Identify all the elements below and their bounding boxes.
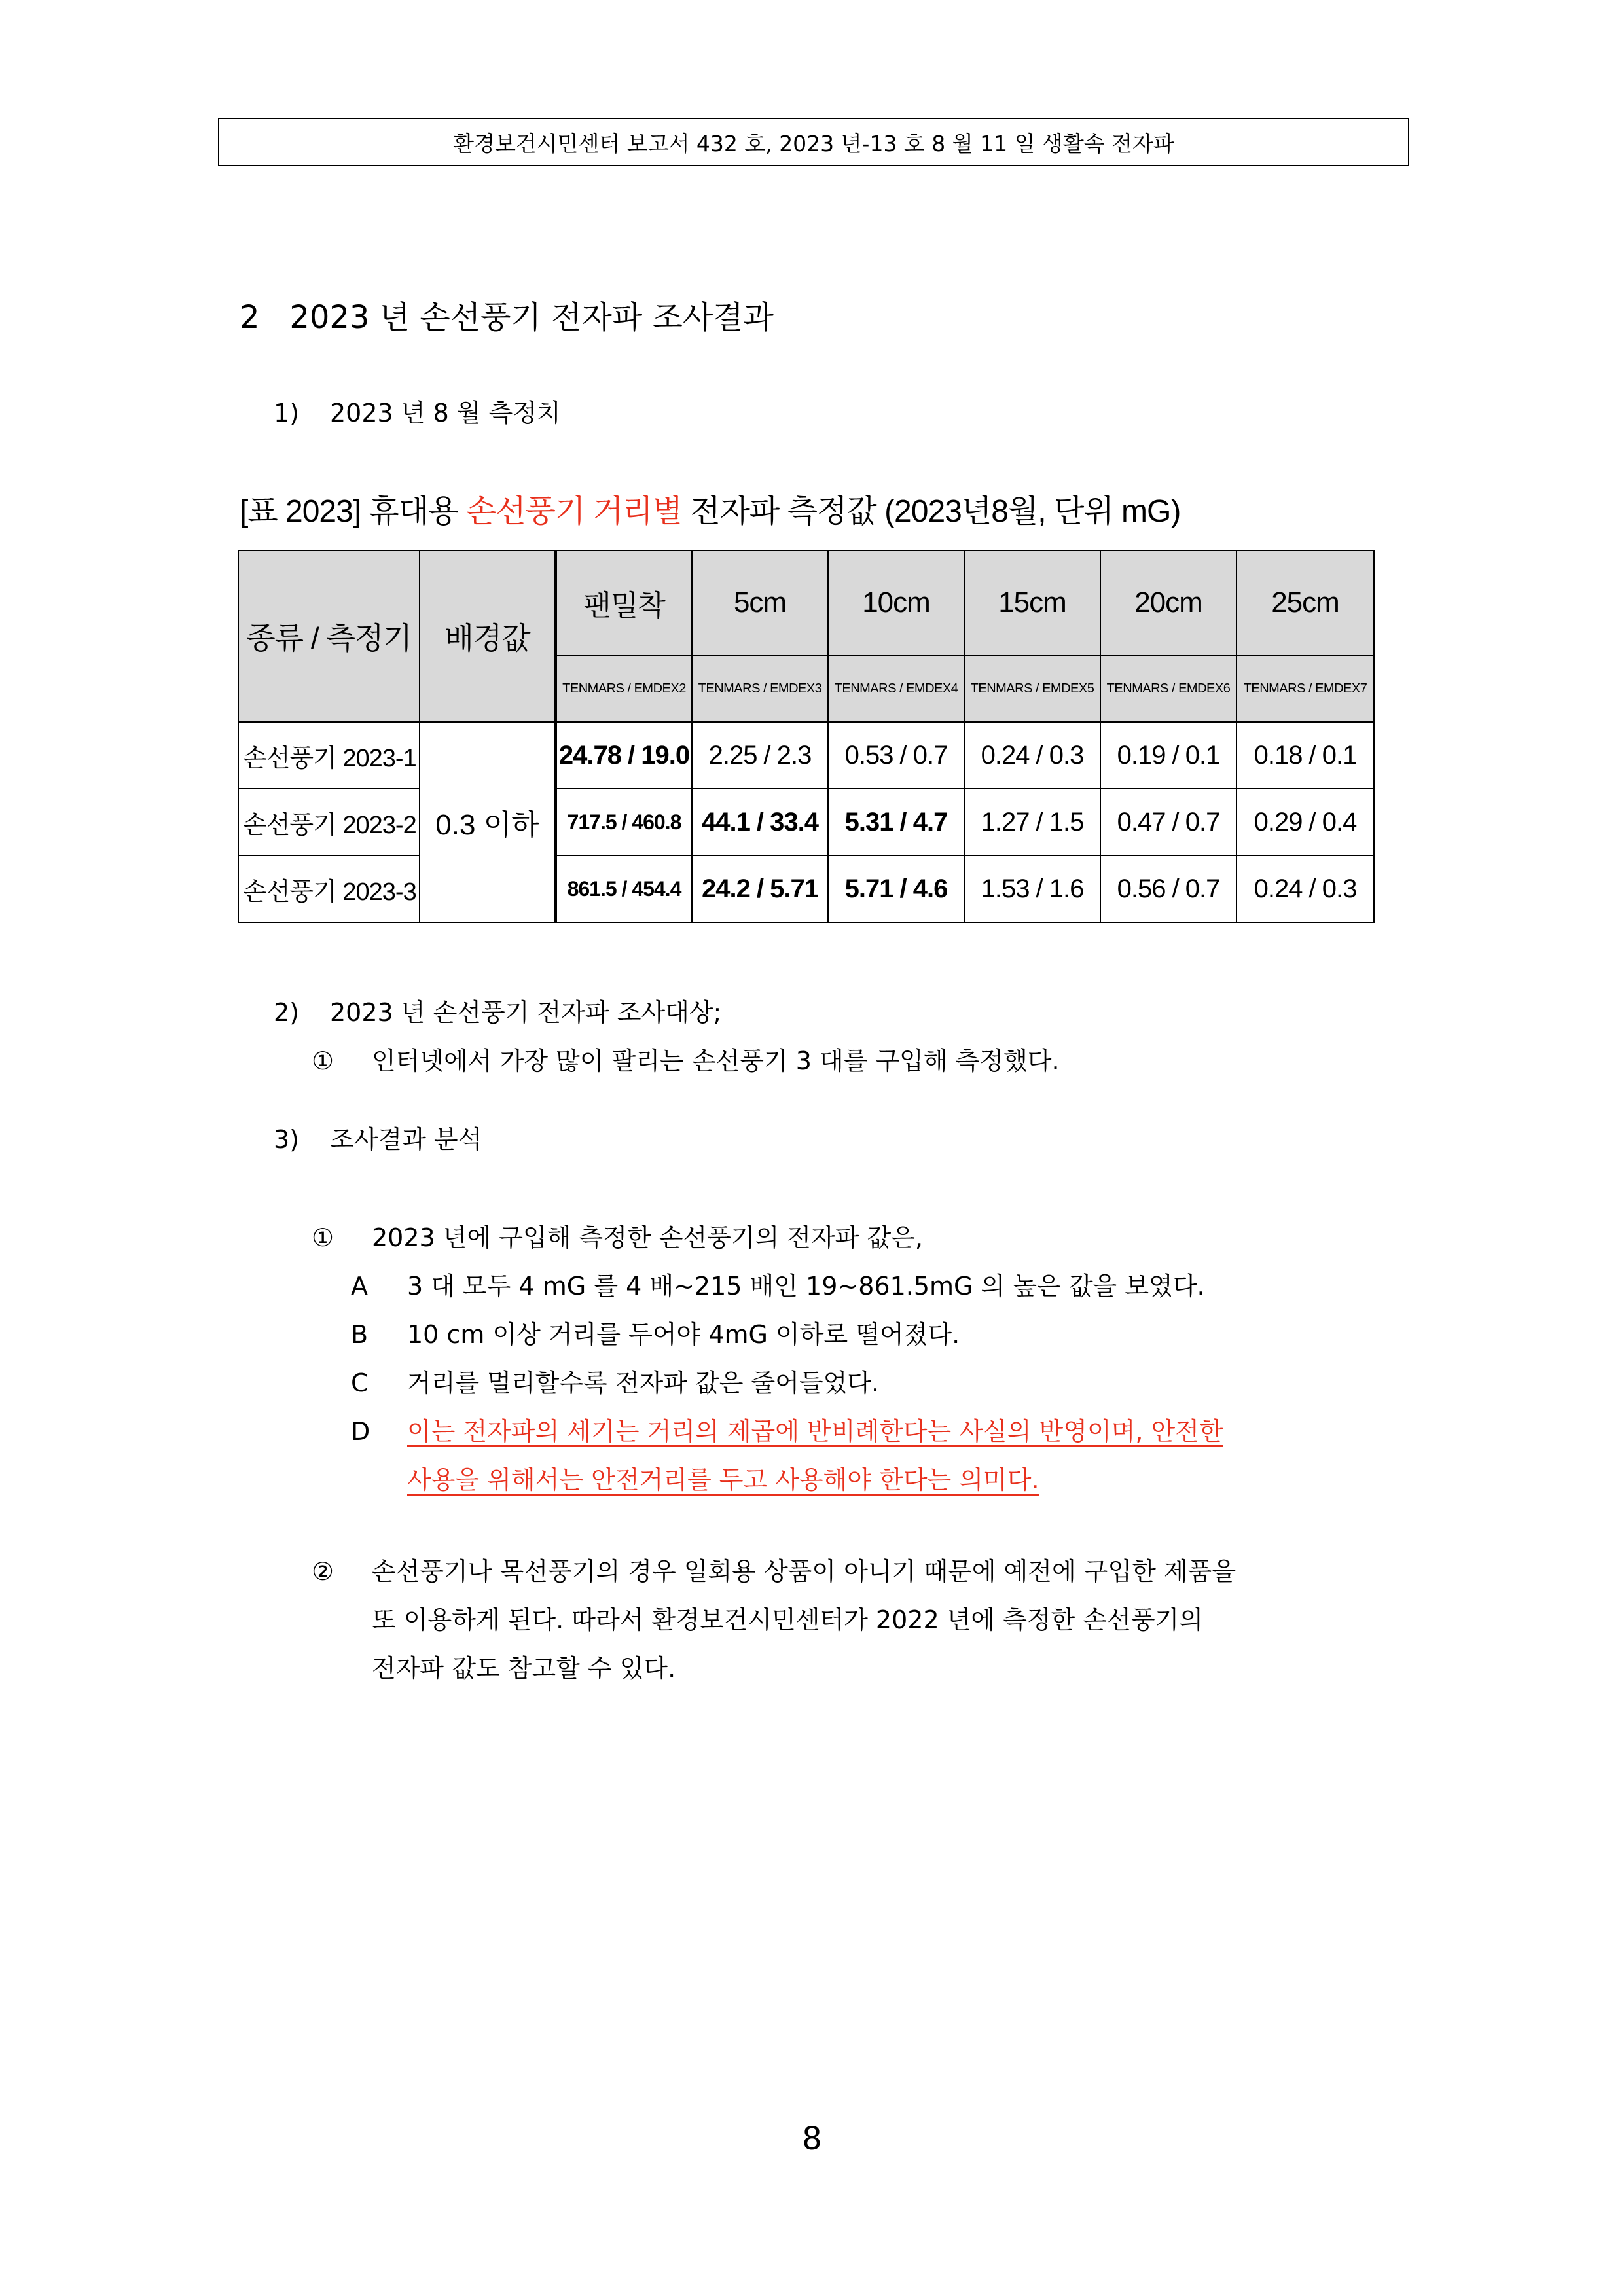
header-device: TENMARS / EMDEX5	[964, 655, 1100, 722]
table-caption	[240, 486, 1180, 531]
point-text: 거리를 멀리할수록 전자파 값은 줄어들었다.	[407, 1369, 880, 1397]
table-cell: 0.53 / 0.7	[828, 722, 964, 789]
table-cell: 0.24 / 0.3	[964, 722, 1100, 789]
point-key: D	[351, 1417, 370, 1446]
reference-number: ②	[312, 1557, 334, 1586]
point-text-highlight: 사용을 위해서는 안전거리를 두고 사용해야 한다는 의미다.	[407, 1465, 1039, 1494]
point-text-highlight: 이는 전자파의 세기는 거리의 제곱에 반비례한다는 사실의 반영이며, 안전한	[407, 1417, 1223, 1446]
header-background: 배경값	[420, 550, 556, 722]
point-text: 3 대 모두 4 mG 를 4 배~215 배인 19~861.5mG 의 높은 값을 보였다.	[407, 1272, 1205, 1300]
header-device: TENMARS / EMDEX6	[1100, 655, 1236, 722]
analysis-point-c	[351, 1363, 879, 1399]
header-device: TENMARS / EMDEX7	[1236, 655, 1374, 722]
table-cell: 5.31 / 4.7	[828, 789, 964, 855]
header-distance: 20cm	[1100, 550, 1236, 655]
report-header-text: 환경보건시민센터 보고서 432 호, 2023 년-13 호 8 월 11 일 생활속 전자파	[453, 130, 1174, 156]
page-number: 8	[802, 2121, 822, 2157]
subsection-1-title: 2023 년 8 월 측정치	[330, 399, 561, 427]
table-row	[238, 789, 1374, 855]
subsection-3-title: 조사결과 분석	[330, 1125, 482, 1154]
report-header	[218, 118, 1409, 166]
caption-highlight: 손선풍기 거리별	[465, 494, 682, 529]
reference-line: 손선풍기나 목선풍기의 경우 일회용 상품이 아니기 때문에 예전에 구입한 제품을	[372, 1557, 1236, 1586]
header-distance: 10cm	[828, 550, 964, 655]
caption-suffix: 전자파 측정값 (2023년8월, 단위 mG)	[681, 494, 1181, 529]
analysis-point-d	[351, 1411, 1223, 1447]
target-item-number: ①	[312, 1047, 334, 1075]
row-label: 손선풍기 2023-3	[238, 855, 420, 922]
table-cell: 2.25 / 2.3	[692, 722, 828, 789]
header-distance: 15cm	[964, 550, 1100, 655]
caption-prefix: [표 2023] 휴대용	[240, 494, 466, 529]
table-cell: 1.53 / 1.6	[964, 855, 1100, 922]
header-device: TENMARS / EMDEX3	[692, 655, 828, 722]
table-cell: 24.2 / 5.71	[692, 855, 828, 922]
subsection-1	[274, 393, 561, 429]
analysis-item-text: 2023 년에 구입해 측정한 손선풍기의 전자파 값은,	[372, 1223, 924, 1252]
analysis-item-number: ①	[312, 1223, 334, 1252]
table-cell: 1.27 / 1.5	[964, 789, 1100, 855]
subsection-1-number: 1)	[274, 399, 300, 427]
target-item-text: 인터넷에서 가장 많이 팔리는 손선풍기 3 대를 구입해 측정했다.	[372, 1047, 1060, 1075]
target-item	[312, 1041, 1060, 1077]
row-label: 손선풍기 2023-1	[238, 722, 420, 789]
point-text: 10 cm 이상 거리를 두어야 4mG 이하로 떨어졌다.	[407, 1320, 960, 1349]
measurement-table	[238, 550, 1375, 923]
analysis-point-b	[351, 1314, 960, 1350]
table-row	[238, 855, 1374, 922]
header-device: TENMARS / EMDEX4	[828, 655, 964, 722]
table-cell: 5.71 / 4.6	[828, 855, 964, 922]
header-distance: 5cm	[692, 550, 828, 655]
table-cell: 861.5 / 454.4	[556, 855, 692, 922]
table-row	[238, 722, 1374, 789]
section-title: 2 2023 년 손선풍기 전자파 조사결과	[240, 299, 774, 336]
header-type: 종류 / 측정기	[238, 550, 420, 722]
reference-line: 또 이용하게 된다. 따라서 환경보건시민센터가 2022 년에 측정한 손선풍기의	[372, 1605, 1203, 1634]
table-cell: 0.19 / 0.1	[1100, 722, 1236, 789]
header-distance: 팬밀착	[556, 550, 692, 655]
analysis-point-a	[351, 1266, 1205, 1302]
point-key: B	[351, 1320, 369, 1349]
table-cell: 717.5 / 460.8	[556, 789, 692, 855]
subsection-2	[274, 992, 721, 1028]
analysis-point-d-continued	[407, 1460, 1039, 1496]
analysis-item	[312, 1217, 923, 1253]
subsection-2-number: 2)	[274, 998, 300, 1027]
row-label: 손선풍기 2023-2	[238, 789, 420, 855]
subsection-2-title: 2023 년 손선풍기 전자파 조사대상;	[330, 998, 722, 1027]
subsection-3	[274, 1119, 482, 1155]
table-cell: 0.24 / 0.3	[1236, 855, 1374, 922]
table-cell: 0.29 / 0.4	[1236, 789, 1374, 855]
table-cell: 0.47 / 0.7	[1100, 789, 1236, 855]
table-cell: 24.78 / 19.0	[556, 722, 692, 789]
header-device: TENMARS / EMDEX2	[556, 655, 692, 722]
reference-line: 전자파 값도 참고할 수 있다.	[372, 1654, 676, 1683]
reference-paragraph	[312, 1547, 1411, 1693]
header-distance: 25cm	[1236, 550, 1374, 655]
table-cell: 44.1 / 33.4	[692, 789, 828, 855]
point-key: A	[351, 1272, 368, 1300]
subsection-3-number: 3)	[274, 1125, 300, 1154]
table-cell: 0.18 / 0.1	[1236, 722, 1374, 789]
point-key: C	[351, 1369, 369, 1397]
background-value: 0.3 이하	[420, 722, 556, 922]
table-cell: 0.56 / 0.7	[1100, 855, 1236, 922]
